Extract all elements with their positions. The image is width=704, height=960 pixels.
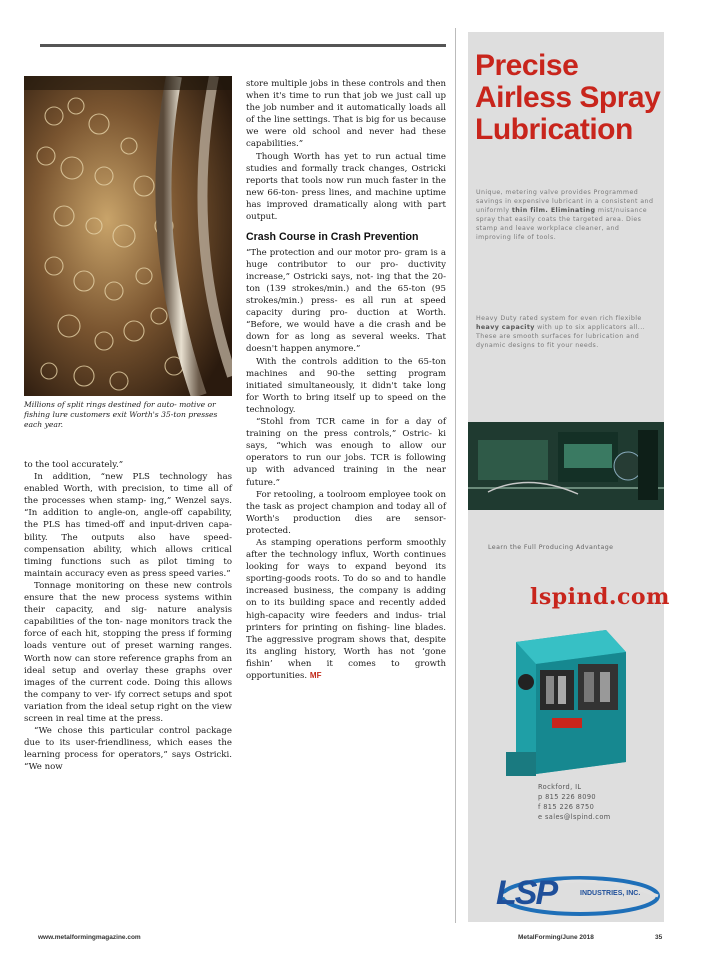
ad-equipment-photo bbox=[468, 422, 664, 510]
split-rings-photo bbox=[24, 76, 232, 396]
paragraph: store multiple jobs in these controls and then when it's time to run that job we just call up the job number and it automatically loads all of the line settings. That is big for us because we were old school and never had these capabilities.” bbox=[246, 79, 446, 150]
ad-title: Precise Airless Spray Lubrication bbox=[475, 49, 661, 146]
paragraph: “Stohl from TCR came in for a day of training on the press controls,” Ostric- ki says, “which was enough to allow our operators to run our jobs. TCR is following up with advanced training in the near future.” bbox=[246, 417, 446, 488]
split-rings-image bbox=[24, 76, 232, 396]
photo-caption: Millions of split rings destined for auto- motive or fishing lure customers exit Worth's 35-ton presses each year. bbox=[24, 400, 218, 429]
ad-p2-text: Heavy Duty rated system for even rich flexible bbox=[476, 315, 642, 322]
ad-fax: f 815 226 8750 bbox=[538, 803, 595, 811]
paragraph: “We chose this particular control package due to its user-friendliness, which eases the learning process for operators,” says Ostricki. “We now bbox=[24, 726, 232, 773]
ad-p2-end: with up to six applicators all... These are smooth surfaces for lubrication and dynamic designs to fit your needs. bbox=[476, 324, 646, 349]
ad-phone: p 815 226 8090 bbox=[538, 793, 597, 801]
paragraph: Though Worth has yet to run actual time studies and formally track changes, Ostricki reports that tools now run much faster in the new 66-ton- press lines, and machine uptime has improved dramatically along with part output. bbox=[246, 151, 446, 223]
paragraph: In addition, “new PLS technology has enabled Worth, with precision, to time all of the processes when stamp- ing,” Wenzel says. “In addition to angle-on, angle-off capability, the PLS has timed-off and input-driven capa- bility. The outputs also have speed- compensation ability, which allows critical timing functions such as pilot timing to maintain accuracy even as press speed varies.” bbox=[24, 472, 232, 579]
paragraph: to the tool accurately.” bbox=[24, 460, 124, 470]
last-paragraph-text: As stamping operations perform smoothly after the technology influx, Worth continues looking for ways to expand beyond its sporting-goods roots. To do so and to handle increased business, the company is adding on to its building space and recently added high-capacity wire feeders and indus- trial printers for printing on fishing- line blades. The aggressive program shows that, despite its angling history, Worth has not ‘gone fishin’ when it comes to growth opportunities. bbox=[246, 537, 446, 681]
ad-equipment-image bbox=[468, 422, 664, 510]
lsp-industries-logo bbox=[480, 868, 660, 918]
lubrication-machine-image bbox=[496, 612, 636, 782]
column-divider bbox=[455, 28, 456, 923]
ad-location: Rockford, IL bbox=[538, 783, 582, 791]
ad-tagline: Learn the Full Producing Advantage bbox=[488, 544, 614, 551]
footer-issue: MetalForming/June 2018 bbox=[518, 934, 594, 941]
article-column-2 bbox=[246, 78, 446, 682]
paragraph: “The protection and our motor pro- gram is a huge contributor to our pro- ductivity increase,” Ostricki says, not- ing that the 20-ton (139 strokes/min.) and the 65-ton (95 strokes/min.) press- es all run at speed capacity during pro- duction at Worth. “Before, we would have a die crash and be down for as long as several weeks. That doesn't happen anymore.” bbox=[246, 247, 446, 355]
section-subhead: Crash Course in Crash Prevention bbox=[246, 231, 419, 244]
page-number: 35 bbox=[655, 934, 663, 941]
article-column-1 bbox=[24, 459, 232, 773]
logo-subtext: INDUSTRIES, INC. bbox=[580, 890, 641, 897]
ad-email[interactable]: e sales@lspind.com bbox=[538, 813, 611, 821]
paragraph: For retooling, a toolroom employee took on the task as project champion and today all of Worth's production dies are sensor-protected. bbox=[246, 489, 446, 536]
paragraph-last bbox=[246, 537, 446, 682]
top-rule bbox=[40, 44, 446, 47]
ad-paragraph-2 bbox=[476, 314, 656, 350]
ad-p1-text: Unique, metering valve provides Programmed savings in expensive lubricant in a consistent and uniformly bbox=[476, 189, 654, 214]
ad-contact-info bbox=[538, 782, 658, 822]
logo-letters: LSP bbox=[496, 874, 557, 912]
ad-p2-bold: heavy capacity bbox=[476, 324, 535, 331]
paragraph: With the controls addition to the 65-ton machines and 90-the setting program initiated simultaneously, it didn't take long for Worth to bring itself up to speed on the technology. bbox=[246, 356, 446, 415]
footer-website: www.metalformingmagazine.com bbox=[38, 934, 141, 941]
ad-p1-end: mist/nuisance spray that easily coats the targeted area. Dies stamp and leave workplace cleaner, and improving life of tools. bbox=[476, 207, 648, 241]
ad-p1-bold: thin film. Eliminating bbox=[511, 207, 596, 214]
end-mark: MF bbox=[309, 671, 322, 680]
ad-paragraph-1 bbox=[476, 188, 656, 242]
advertisement[interactable] bbox=[468, 32, 670, 922]
ad-website-link[interactable]: lspind.com bbox=[530, 584, 670, 610]
paragraph: Tonnage monitoring on these new controls ensure that the new process systems within their capacity, and sig- nature analysis capabilities of the ton- nage monitors track the force of each hit, stopping the press if forming loads venture out of preset warning ranges. Worth now can store reference graphs from an ideal setup and overlay these graphs over images of the current code. Doing this allows the company to ver- ify correct setups and spot variation from the ideal setup right on the view screen in real time at the press. bbox=[24, 580, 232, 724]
